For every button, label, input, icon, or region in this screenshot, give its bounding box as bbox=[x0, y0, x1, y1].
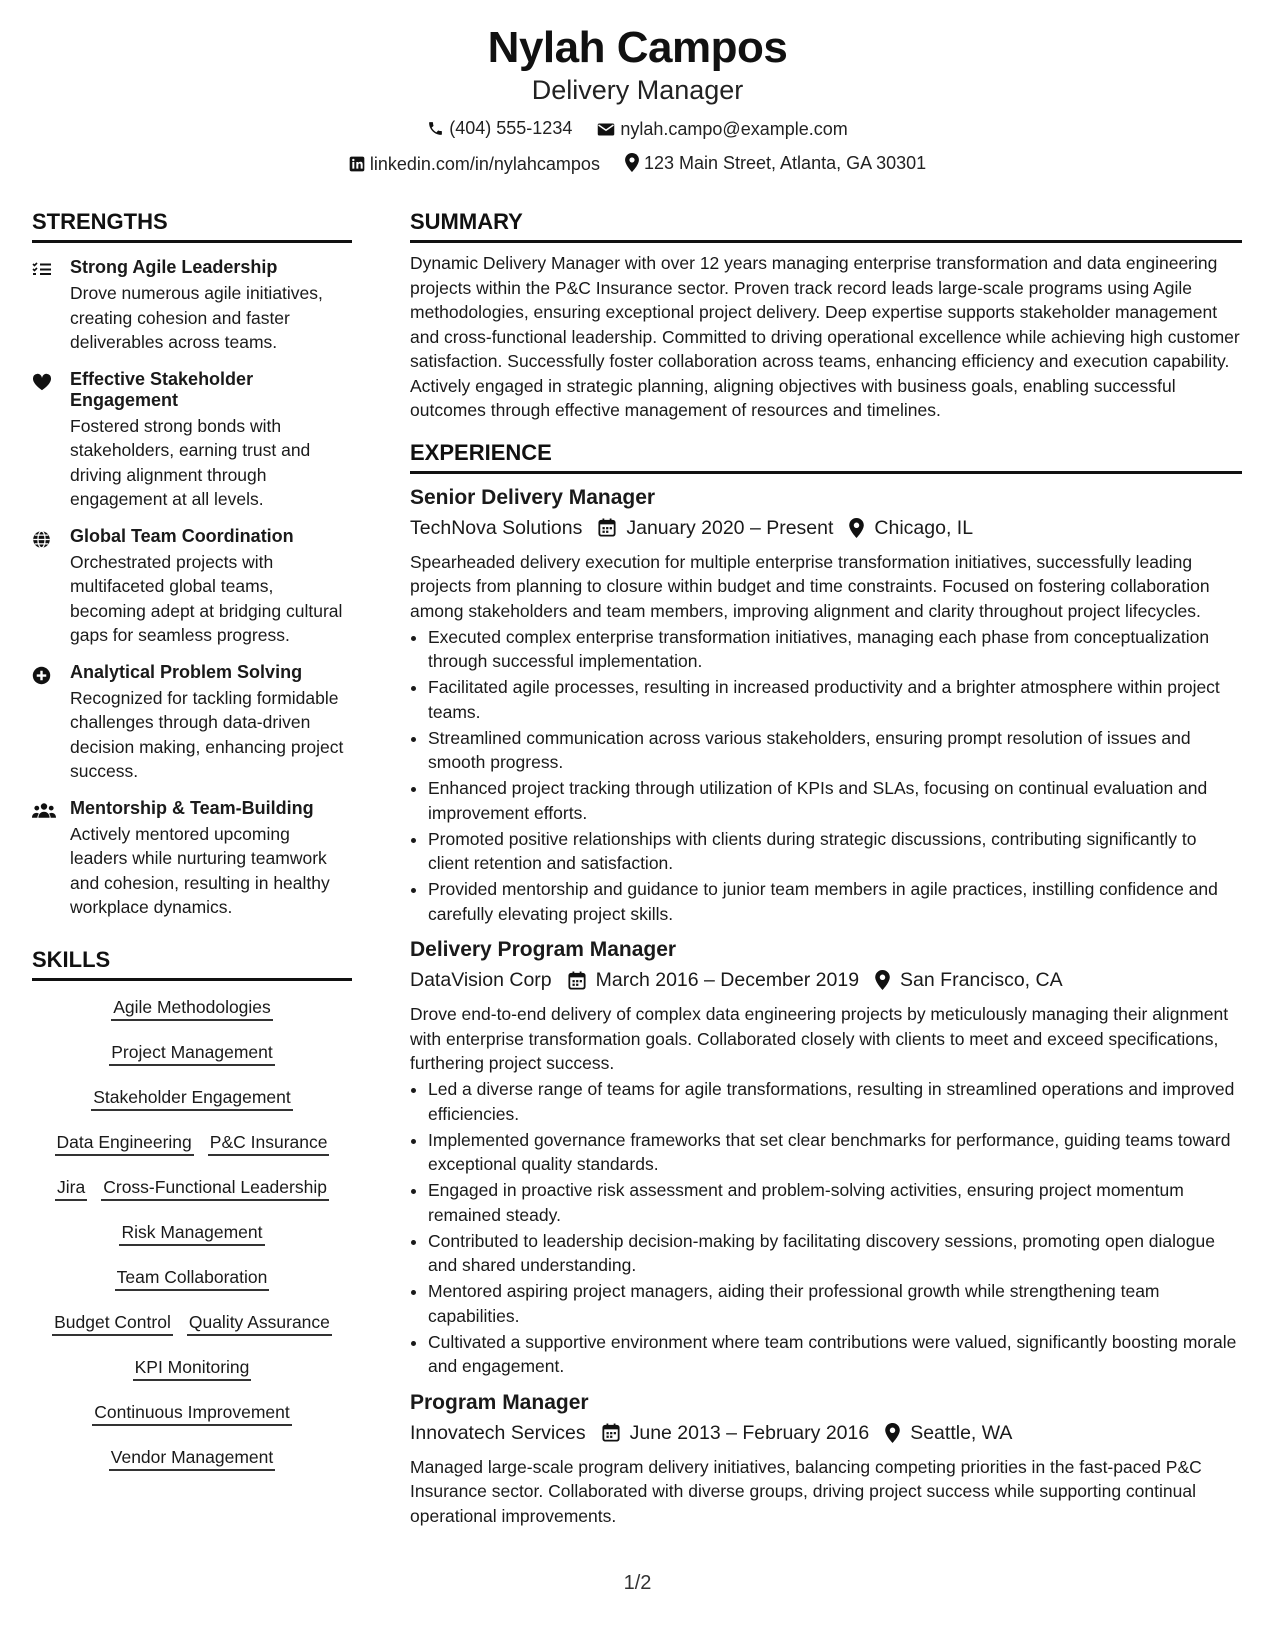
job-bullets bbox=[410, 1077, 1242, 1379]
phone-icon bbox=[427, 120, 444, 137]
skills-heading: SKILLS bbox=[32, 946, 352, 981]
job-entry bbox=[410, 484, 1242, 927]
plus-circle-icon bbox=[32, 666, 51, 685]
job-company: DataVision Corp bbox=[410, 969, 552, 991]
map-pin-icon bbox=[849, 518, 864, 538]
heart-icon bbox=[32, 373, 52, 391]
bullet-item: • Promoted positive relationships with clients during strategic discussions, contributing significantly to client retention and satisfaction. bbox=[428, 827, 1242, 876]
strength-title: Strong Agile Leadership bbox=[70, 257, 278, 277]
strength-title: Analytical Problem Solving bbox=[70, 661, 303, 682]
skill-tag: P&C Insurance bbox=[208, 1130, 330, 1156]
job-entry bbox=[410, 1389, 1242, 1529]
linkedin-text[interactable]: linkedin.com/in/nylahcampos bbox=[369, 154, 600, 174]
skill-tag: Agile Methodologies bbox=[111, 995, 273, 1021]
strength-title: Mentorship & Team-Building bbox=[70, 797, 314, 818]
job-title: Program Manager bbox=[410, 1390, 589, 1414]
skill-tag: Jira bbox=[55, 1175, 87, 1201]
skill-tag: Data Engineering bbox=[55, 1130, 194, 1156]
skill-tag: Budget Control bbox=[52, 1310, 173, 1336]
map-pin-icon bbox=[625, 153, 639, 172]
bullet-item: • Led a diverse range of teams for agile transformations, resulting in streamlined operations and improved efficiencies. bbox=[428, 1077, 1242, 1126]
contact-row-1 bbox=[0, 116, 1275, 143]
email-text[interactable]: nylah.campo@example.com bbox=[620, 119, 848, 139]
phone-text: (404) 555-1234 bbox=[449, 118, 573, 138]
job-dates: March 2016 – December 2019 bbox=[595, 969, 860, 991]
bullet-item: • Mentored aspiring project managers, aiding their professional growth while strengthening team capabilities. bbox=[428, 1279, 1242, 1328]
experience-heading: EXPERIENCE bbox=[410, 439, 1242, 474]
skill-tag: Vendor Management bbox=[109, 1445, 275, 1471]
job-bullets bbox=[410, 625, 1242, 927]
contact-linkedin[interactable] bbox=[349, 152, 600, 176]
job-location: Chicago, IL bbox=[874, 516, 974, 539]
job-dates: June 2013 – February 2016 bbox=[629, 1421, 870, 1444]
strength-description: Actively mentored upcoming leaders while nurturing teamwork and cohesion, resulting in healthy workplace dynamics. bbox=[70, 823, 330, 917]
bullet-item: • Cultivated a supportive environment where team contributions were valued, significantly boosting morale and engagement. bbox=[428, 1330, 1242, 1379]
strength-description: Drove numerous agile initiatives, creating cohesion and faster deliverables across teams. bbox=[70, 283, 323, 352]
contact-row-2 bbox=[0, 151, 1275, 179]
bullet-item: • Contributed to leadership decision-making by facilitating discovery sessions, promoting open dialogue and shared understanding. bbox=[428, 1229, 1242, 1278]
calendar-icon bbox=[598, 518, 616, 537]
globe-icon bbox=[32, 530, 51, 549]
job-description: Spearheaded delivery execution for multiple enterprise transformation initiatives, successfully leading projects from planning to closure within budget and time constraints. Focused on fostering collaboration among stakeholders and team members, improving alignment and clarity throughout project lifecycles. bbox=[410, 551, 1210, 621]
skill-tag: KPI Monitoring bbox=[133, 1355, 252, 1381]
job-description: Drove end-to-end delivery of complex data engineering projects by meticulously managing their alignment with enterprise transformation goals. Collaborated closely with clients to meet and exceed specifications, furthering project success. bbox=[410, 1004, 1229, 1073]
envelope-icon bbox=[597, 122, 615, 137]
skill-tag: Risk Management bbox=[119, 1220, 264, 1246]
address-text: 123 Main Street, Atlanta, GA 30301 bbox=[643, 152, 927, 173]
skill-tag: Continuous Improvement bbox=[92, 1400, 292, 1426]
job-meta bbox=[410, 1419, 1242, 1447]
contact-phone bbox=[427, 116, 572, 140]
job-description: Managed large-scale program delivery initiatives, balancing competing priorities in the fast-paced P&C Insurance sector. Collaborated with diverse groups, driving project success while supporting continual operational improvements. bbox=[410, 1456, 1202, 1526]
job-title: Delivery Program Manager bbox=[410, 938, 677, 961]
strength-description: Orchestrated projects with multifaceted global teams, becoming adept at bridging cultural gaps for seamless progress. bbox=[70, 551, 343, 645]
strengths-heading: STRENGTHS bbox=[32, 208, 352, 243]
job-title: Senior Delivery Manager bbox=[410, 485, 656, 509]
users-icon bbox=[32, 802, 56, 819]
bullet-item: • Provided mentorship and guidance to junior team members in agile practices, instilling confidence and carefully elevating project skills. bbox=[428, 877, 1242, 926]
job-entry bbox=[410, 936, 1242, 1379]
contact-email[interactable] bbox=[597, 117, 847, 141]
right-column bbox=[410, 208, 1242, 1528]
candidate-name: Nylah Campos bbox=[487, 23, 788, 72]
job-dates: January 2020 – Present bbox=[626, 516, 834, 539]
job-meta bbox=[410, 514, 1242, 542]
strength-item bbox=[32, 798, 352, 920]
strength-item bbox=[32, 526, 352, 648]
bullet-item: • Implemented governance frameworks that set clear benchmarks for performance, guiding teams toward exceptional quality standards. bbox=[428, 1128, 1242, 1177]
job-meta bbox=[410, 966, 1242, 994]
job-company: TechNova Solutions bbox=[410, 516, 583, 539]
bullet-item: • Executed complex enterprise transformation initiatives, managing each phase from conceptualization through successful implementation. bbox=[428, 625, 1242, 674]
skill-tag: Quality Assurance bbox=[187, 1310, 332, 1336]
map-pin-icon bbox=[885, 1423, 900, 1443]
resume-header bbox=[0, 22, 1275, 178]
map-pin-icon bbox=[875, 970, 890, 990]
skills-list bbox=[32, 995, 352, 1490]
bullet-item: • Enhanced project tracking through utilization of KPIs and SLAs, focusing on continual evaluation and improvement efforts. bbox=[428, 776, 1242, 825]
skill-tag: Team Collaboration bbox=[115, 1265, 270, 1291]
strength-item bbox=[32, 662, 352, 784]
summary-heading: SUMMARY bbox=[410, 208, 1242, 243]
page-number: 1/2 bbox=[623, 1572, 652, 1594]
strength-item bbox=[32, 369, 352, 512]
summary-text: Dynamic Delivery Manager with over 12 years managing enterprise transformation and data engineering projects within the P&C Insurance sector. Proven track record leads large-scale programs using Agile methodologies, ensuring exceptional project delivery. Deep expertise supports stakeholder management and cross-functional leadership. Committed to driving operational excellence while achieving high customer satisfaction. Successfully foster collaboration across teams, enhancing efficiency and execution capability. Actively engaged in strategic planning, aligning objectives with business goals, enabling successful outcomes through effective management of resources and timelines. bbox=[410, 253, 1240, 420]
calendar-icon bbox=[602, 1423, 620, 1442]
job-location: San Francisco, CA bbox=[900, 969, 1063, 991]
job-company: Innovatech Services bbox=[410, 1421, 586, 1444]
bullet-item: • Streamlined communication across various stakeholders, ensuring prompt resolution of issues and smooth progress. bbox=[428, 726, 1242, 775]
skill-tag: Project Management bbox=[109, 1040, 274, 1066]
strength-description: Fostered strong bonds with stakeholders, earning trust and driving alignment through engagement at all levels. bbox=[70, 415, 311, 509]
list-check-icon bbox=[32, 261, 52, 277]
job-location: Seattle, WA bbox=[910, 1421, 1013, 1444]
strength-item bbox=[32, 257, 352, 355]
strength-title: Effective Stakeholder Engagement bbox=[70, 368, 254, 410]
candidate-title: Delivery Manager bbox=[531, 75, 744, 105]
skill-tag: Cross-Functional Leadership bbox=[101, 1175, 329, 1201]
calendar-icon bbox=[568, 971, 586, 990]
bullet-item: • Engaged in proactive risk assessment and problem-solving activities, ensuring project momentum remained steady. bbox=[428, 1178, 1242, 1227]
bullet-item: • Facilitated agile processes, resulting in increased productivity and a brighter atmosphere within project teams. bbox=[428, 675, 1242, 724]
linkedin-icon bbox=[349, 156, 365, 172]
left-column bbox=[32, 208, 352, 1490]
contact-address bbox=[625, 151, 926, 175]
skill-tag: Stakeholder Engagement bbox=[91, 1085, 293, 1111]
strength-title: Global Team Coordination bbox=[70, 525, 294, 546]
strength-description: Recognized for tackling formidable challenges through data-driven decision making, enhancing project success. bbox=[70, 687, 344, 781]
